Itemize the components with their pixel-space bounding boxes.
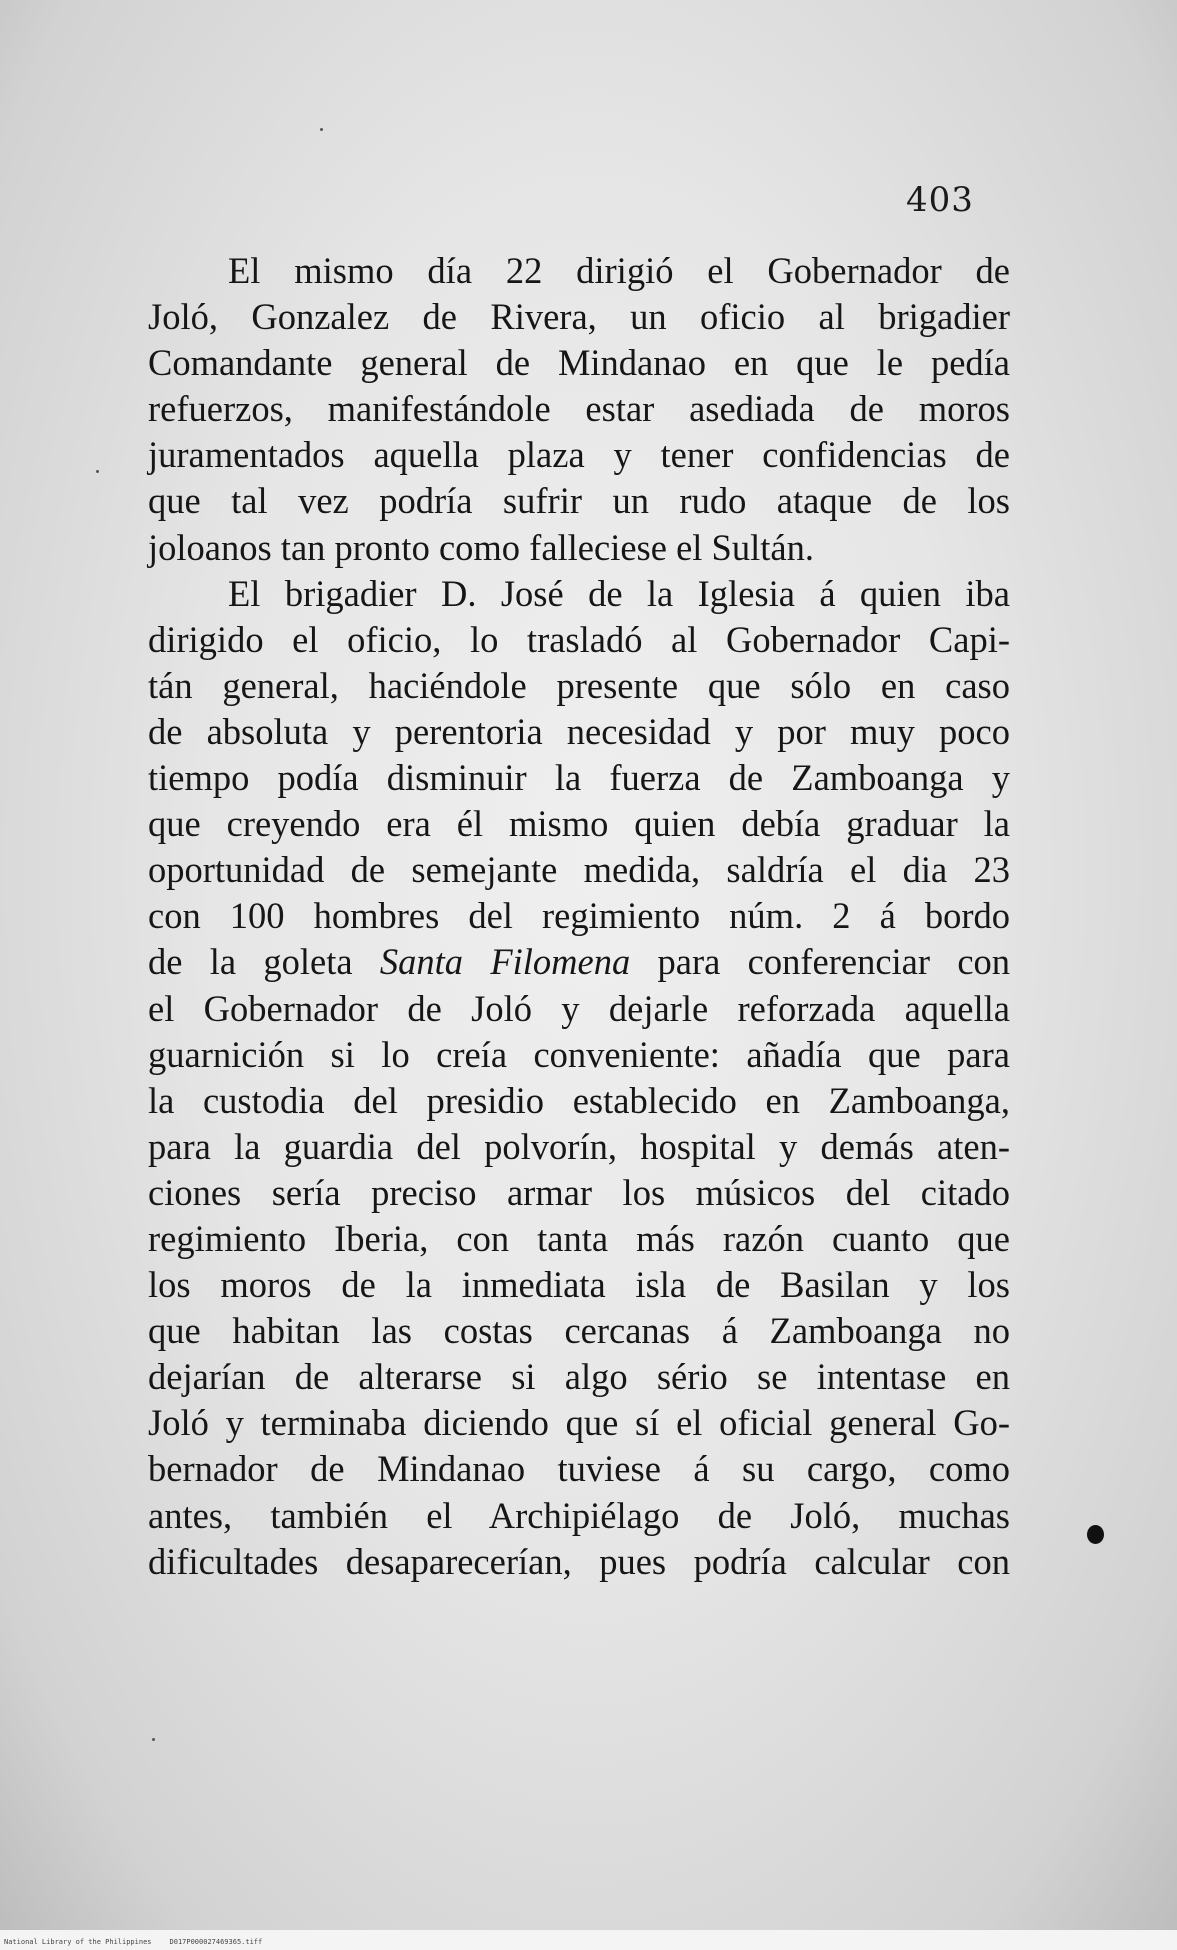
- ship-name: Santa Filomena: [379, 941, 631, 983]
- text-line: que habitan las costas cercanas á Zamboanga no: [148, 1310, 1010, 1352]
- text-line: los moros de la inmediata isla de Basilan y los: [148, 1264, 1010, 1306]
- dust-speck: [152, 1738, 155, 1741]
- text-line: tiempo podía disminuir la fuerza de Zamboanga y: [148, 757, 1010, 799]
- text-line: la custodia del presidio establecido en Zamboanga,: [148, 1079, 1010, 1121]
- text-line: Comandante general de Mindanao en que le pedía: [148, 342, 1010, 384]
- text-line: dificultades desaparecerían, pues podría calcular con: [148, 1540, 1010, 1582]
- text-line: guarnición si lo creía conveniente: añadía que para: [148, 1033, 1010, 1075]
- text-line: el Gobernador de Joló y dejarle reforzada aquella: [148, 987, 1010, 1029]
- text-line: Joló y terminaba diciendo que sí el oficial general Go-: [148, 1402, 1010, 1444]
- line-prefix: de la goleta: [148, 941, 380, 983]
- text-line: refuerzos, manifestándole estar asediada de moros: [148, 388, 1010, 430]
- ink-dot-mark: [1087, 1525, 1104, 1544]
- text-line: dirigido el oficio, lo trasladó al Gobernador Capi-: [148, 618, 1010, 660]
- line-suffix: para conferenciar con: [657, 941, 1011, 983]
- text-line: tán general, haciéndole presente que sólo en caso: [148, 664, 1010, 706]
- dust-speck: [320, 128, 323, 131]
- text-line: juramentados aquella plaza y tener confidencias de: [148, 434, 1010, 476]
- text-line: regimiento Iberia, con tanta más razón cuanto que: [148, 1217, 1010, 1259]
- body-text: [148, 248, 1010, 1585]
- text-line: que creyendo era él mismo quien debía graduar la: [148, 803, 1010, 845]
- footer-file: D017P000027469365.tiff: [169, 1938, 263, 1946]
- text-line: El mismo día 22 dirigió el Gobernador de: [228, 250, 1010, 291]
- text-line: joloanos tan pronto como falleciese el Sultán.: [148, 526, 814, 568]
- text-line: de absoluta y perentoria necesidad y por muy poco: [148, 710, 1010, 752]
- text-line: oportunidad de semejante medida, saldría el dia 23: [148, 849, 1010, 891]
- text-line: antes, también el Archipiélago de Joló, muchas: [148, 1494, 1010, 1536]
- text-line: que tal vez podría sufrir un rudo ataque de los: [148, 480, 1010, 522]
- dust-speck: [96, 470, 99, 473]
- text-line: ciones sería preciso armar los músicos del citado: [148, 1171, 1010, 1213]
- scan-footer: [4, 1938, 262, 1946]
- text-line: El brigadier D. José de la Iglesia á quien iba: [228, 572, 1010, 614]
- text-line: bernador de Mindanao tuviese á su cargo, como: [148, 1448, 1010, 1490]
- text-line: Joló, Gonzalez de Rivera, un oficio al brigadier: [148, 296, 1010, 338]
- text-line: para la guardia del polvorín, hospital y demás aten-: [148, 1125, 1010, 1167]
- text-line-with-ship-name: [148, 939, 1010, 985]
- footer-library: National Library of the Philippines: [4, 1938, 152, 1946]
- text-line: con 100 hombres del regimiento núm. 2 á bordo: [148, 895, 1010, 937]
- text-line: dejarían de alterarse si algo sério se intentase en: [148, 1356, 1010, 1398]
- page-number: 403: [906, 180, 974, 220]
